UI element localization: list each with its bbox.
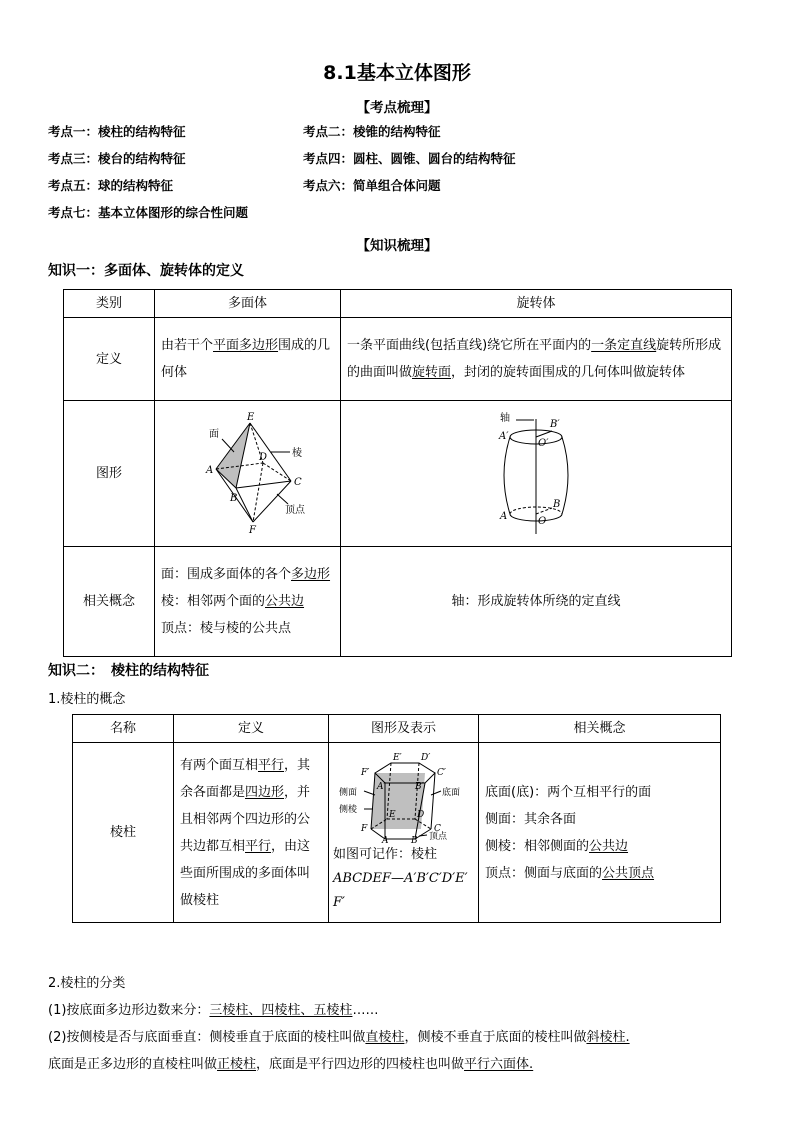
poly-concept-vertex: 顶点：棱与棱的公共点 [161, 621, 292, 636]
label-vertex: 顶点 [284, 504, 305, 516]
k1-table [63, 289, 732, 657]
label-side-face: 侧面 [338, 787, 357, 798]
label-rot-A: A [500, 510, 508, 522]
barrel-figure [476, 409, 596, 539]
label-B: B [410, 835, 418, 843]
k1-rot-concept: 轴：形成旋转体所绕的定直线 [341, 547, 732, 657]
label-edge: 棱 [291, 447, 302, 459]
k1-poly-figure-cell [155, 401, 341, 547]
k2-header-concepts: 相关概念 [479, 715, 721, 743]
label-F1: F′ [360, 767, 369, 778]
k2-name: 棱柱 [73, 743, 174, 923]
label-A1: A′ [499, 430, 509, 442]
k2-classify-2: (2)按侧棱是否与底面垂直：侧棱垂直于底面的棱柱叫做直棱柱，侧棱不垂直于底面的棱柱叫做斜棱柱. [48, 1030, 630, 1045]
k2-sub1: 1.棱柱的概念 [48, 692, 126, 707]
label-C: C [433, 823, 441, 834]
k1-title: 知识一：多面体、旋转体的定义 [48, 263, 244, 279]
k2-header-fig: 图形及表示 [329, 715, 479, 743]
label-B1: B′ [550, 418, 560, 430]
label-A: A [205, 464, 213, 476]
label-rot-B: B [553, 498, 561, 510]
exam-point-7: 考点七：基本立体图形的综合性问题 [48, 205, 249, 220]
k2-title: 知识二： 棱柱的结构特征 [48, 663, 209, 679]
k1-header-rotation: 旋转体 [341, 290, 732, 318]
exam-point-5: 考点五：球的结构特征 [48, 178, 174, 193]
k2-def: 有两个面互相平行，其余各面都是四边形，并且相邻两个四边形的公共边都互相平行，由这些面所围成的多面体叫做棱柱 [174, 743, 329, 923]
k1-row-def-label: 定义 [64, 318, 155, 401]
octahedron-figure [178, 409, 318, 539]
k2-classify-1: (1)按底面多边形边数来分：三棱柱、四棱柱、五棱柱…… [48, 1003, 379, 1018]
k2-concept-base: 底面(底)：两个互相平行的面 [485, 784, 652, 800]
exam-point-1: 考点一：棱柱的结构特征 [48, 124, 186, 139]
page-title: 8.1基本立体图形 [323, 62, 471, 84]
label-axis: 轴 [500, 412, 510, 424]
label-prism-vertex: 顶点 [428, 831, 447, 842]
exam-point-2: 考点二：棱锥的结构特征 [303, 124, 441, 139]
label-F: F [248, 524, 256, 536]
label-A: A [381, 835, 388, 843]
poly-concept-edge: 棱：相邻两个面的公共边 [161, 594, 305, 609]
k1-header-polyhedron: 多面体 [155, 290, 341, 318]
k1-poly-concepts [155, 547, 341, 657]
k1-row-concept-label: 相关概念 [64, 547, 155, 657]
label-base: 底面 [441, 787, 460, 798]
label-face: 面 [208, 428, 219, 440]
k2-table [72, 714, 721, 923]
k2-header-name: 名称 [73, 715, 174, 743]
label-D1: D′ [420, 752, 430, 763]
exam-points-heading: 【考点梳理】 [356, 100, 438, 116]
label-D: D [258, 451, 267, 463]
exam-point-4: 考点四：圆柱、圆锥、圆台的结构特征 [303, 151, 516, 166]
k2-sub2: 2.棱柱的分类 [48, 976, 126, 991]
k2-classify-3: 底面是正多边形的直棱柱叫做正棱柱，底面是平行四边形的四棱柱也叫做平行六面体. [48, 1057, 534, 1072]
k1-header-category: 类别 [64, 290, 155, 318]
k1-row-fig-label: 图形 [64, 401, 155, 547]
prism-figure [339, 751, 469, 843]
poly-concept-face: 面：围成多面体的各个多边形 [161, 567, 331, 582]
label-B1: B′ [414, 781, 424, 792]
label-O: O [538, 515, 547, 527]
k1-poly-def: 由若干个平面多边形围成的几何体 [155, 318, 341, 401]
k2-header-def: 定义 [174, 715, 329, 743]
label-D: D [416, 809, 424, 820]
k2-notation-pre: 如图可记作：棱柱 [333, 846, 438, 862]
k2-notation: ABCDEF—A′B′C′D′E′F′ [333, 870, 468, 910]
label-O1: O′ [538, 437, 549, 449]
label-side-edge: 侧棱 [338, 804, 357, 815]
knowledge-heading: 【知识梳理】 [356, 238, 438, 254]
label-C1: C′ [436, 767, 446, 778]
label-B: B [229, 492, 237, 504]
label-E: E [246, 411, 254, 423]
k1-rot-figure-cell [341, 401, 732, 547]
k2-fig-cell [329, 743, 479, 923]
label-F: F [360, 823, 367, 834]
label-A1: A′ [376, 781, 386, 792]
label-E1: E′ [392, 752, 402, 763]
k2-concept-side: 侧面：其余各面 [485, 811, 577, 827]
k2-concept-edge: 侧棱：相邻侧面的公共边 [485, 838, 629, 854]
exam-point-3: 考点三：棱台的结构特征 [48, 151, 186, 166]
label-C: C [293, 476, 302, 488]
k2-concept-vertex: 顶点：侧面与底面的公共顶点 [485, 865, 655, 881]
k1-rot-def: 一条平面曲线(包括直线)绕它所在平面内的一条定直线旋转所形成的曲面叫做旋转面，封闭的旋转面围成的几何体叫做旋转体 [341, 318, 732, 401]
k2-concepts [479, 743, 721, 923]
exam-point-6: 考点六：简单组合体问题 [303, 178, 441, 193]
label-E: E [388, 809, 396, 820]
shaded-face [216, 423, 250, 488]
